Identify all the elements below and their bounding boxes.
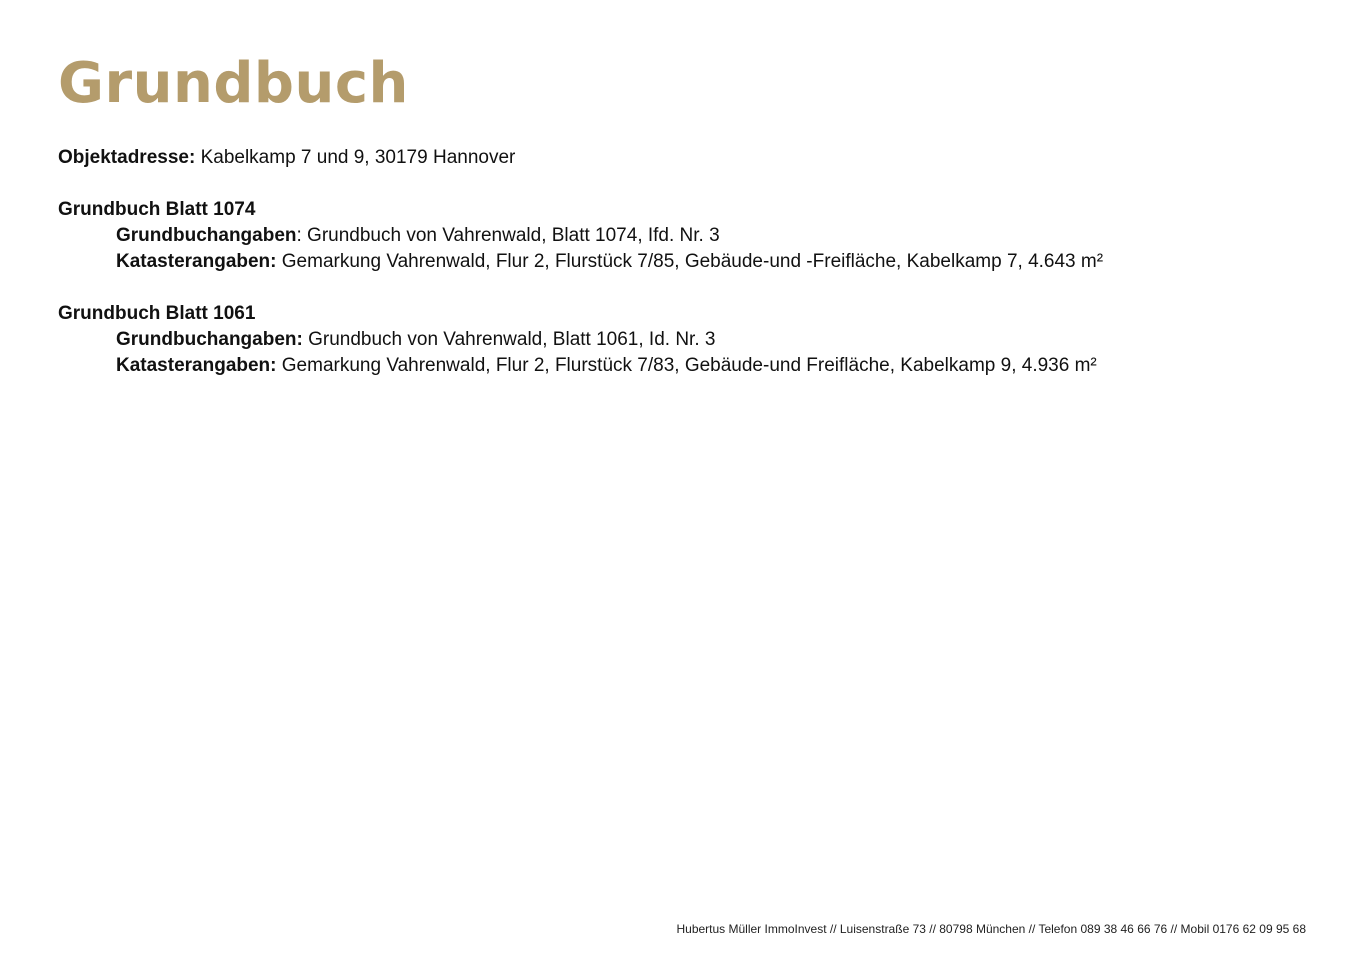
kataster-details-line <box>58 249 1258 275</box>
kataster-value: Gemarkung Vahrenwald, Flur 2, Flurstück 7/85, Gebäude-und -Freifläche, Kabelkamp 7, 4.643 m² <box>276 251 1104 272</box>
footer-contact: Hubertus Müller ImmoInvest // Luisenstraße 73 // 80798 München // Telefon 089 38 46 66 76 // Mobil 0176 62 09 95 68 <box>676 922 1306 936</box>
kataster-value: Gemarkung Vahrenwald, Flur 2, Flurstück 7/83, Gebäude-und Freifläche, Kabelkamp 9, 4.936 m² <box>276 355 1097 376</box>
entry-heading: Grundbuch Blatt 1061 <box>58 303 256 324</box>
grundbuch-entry <box>58 301 1258 379</box>
object-address-value: Kabelkamp 7 und 9, 30179 Hannover <box>195 147 516 168</box>
kataster-details-line <box>58 353 1258 379</box>
object-address-label: Objektadresse: <box>58 147 196 168</box>
grundbuch-label: Grundbuchangaben <box>116 225 297 246</box>
grundbuch-value: Grundbuch von Vahrenwald, Blatt 1061, Id. Nr. 3 <box>302 329 716 350</box>
document-body <box>58 145 1258 379</box>
grundbuch-entry <box>58 197 1258 275</box>
spacer <box>58 171 1258 197</box>
grundbuch-value: : Grundbuch von Vahrenwald, Blatt 1074, Ifd. Nr. 3 <box>296 225 720 246</box>
entry-heading: Grundbuch Blatt 1074 <box>58 199 256 220</box>
object-address-line <box>58 145 1258 171</box>
kataster-label: Katasterangaben: <box>116 355 277 376</box>
grundbuch-details-line <box>58 327 1258 353</box>
spacer <box>58 275 1258 301</box>
grundbuch-label: Grundbuchangaben: <box>116 329 303 350</box>
grundbuch-details-line <box>58 223 1258 249</box>
kataster-label: Katasterangaben: <box>116 251 277 272</box>
page-title: Grundbuch <box>58 51 409 116</box>
